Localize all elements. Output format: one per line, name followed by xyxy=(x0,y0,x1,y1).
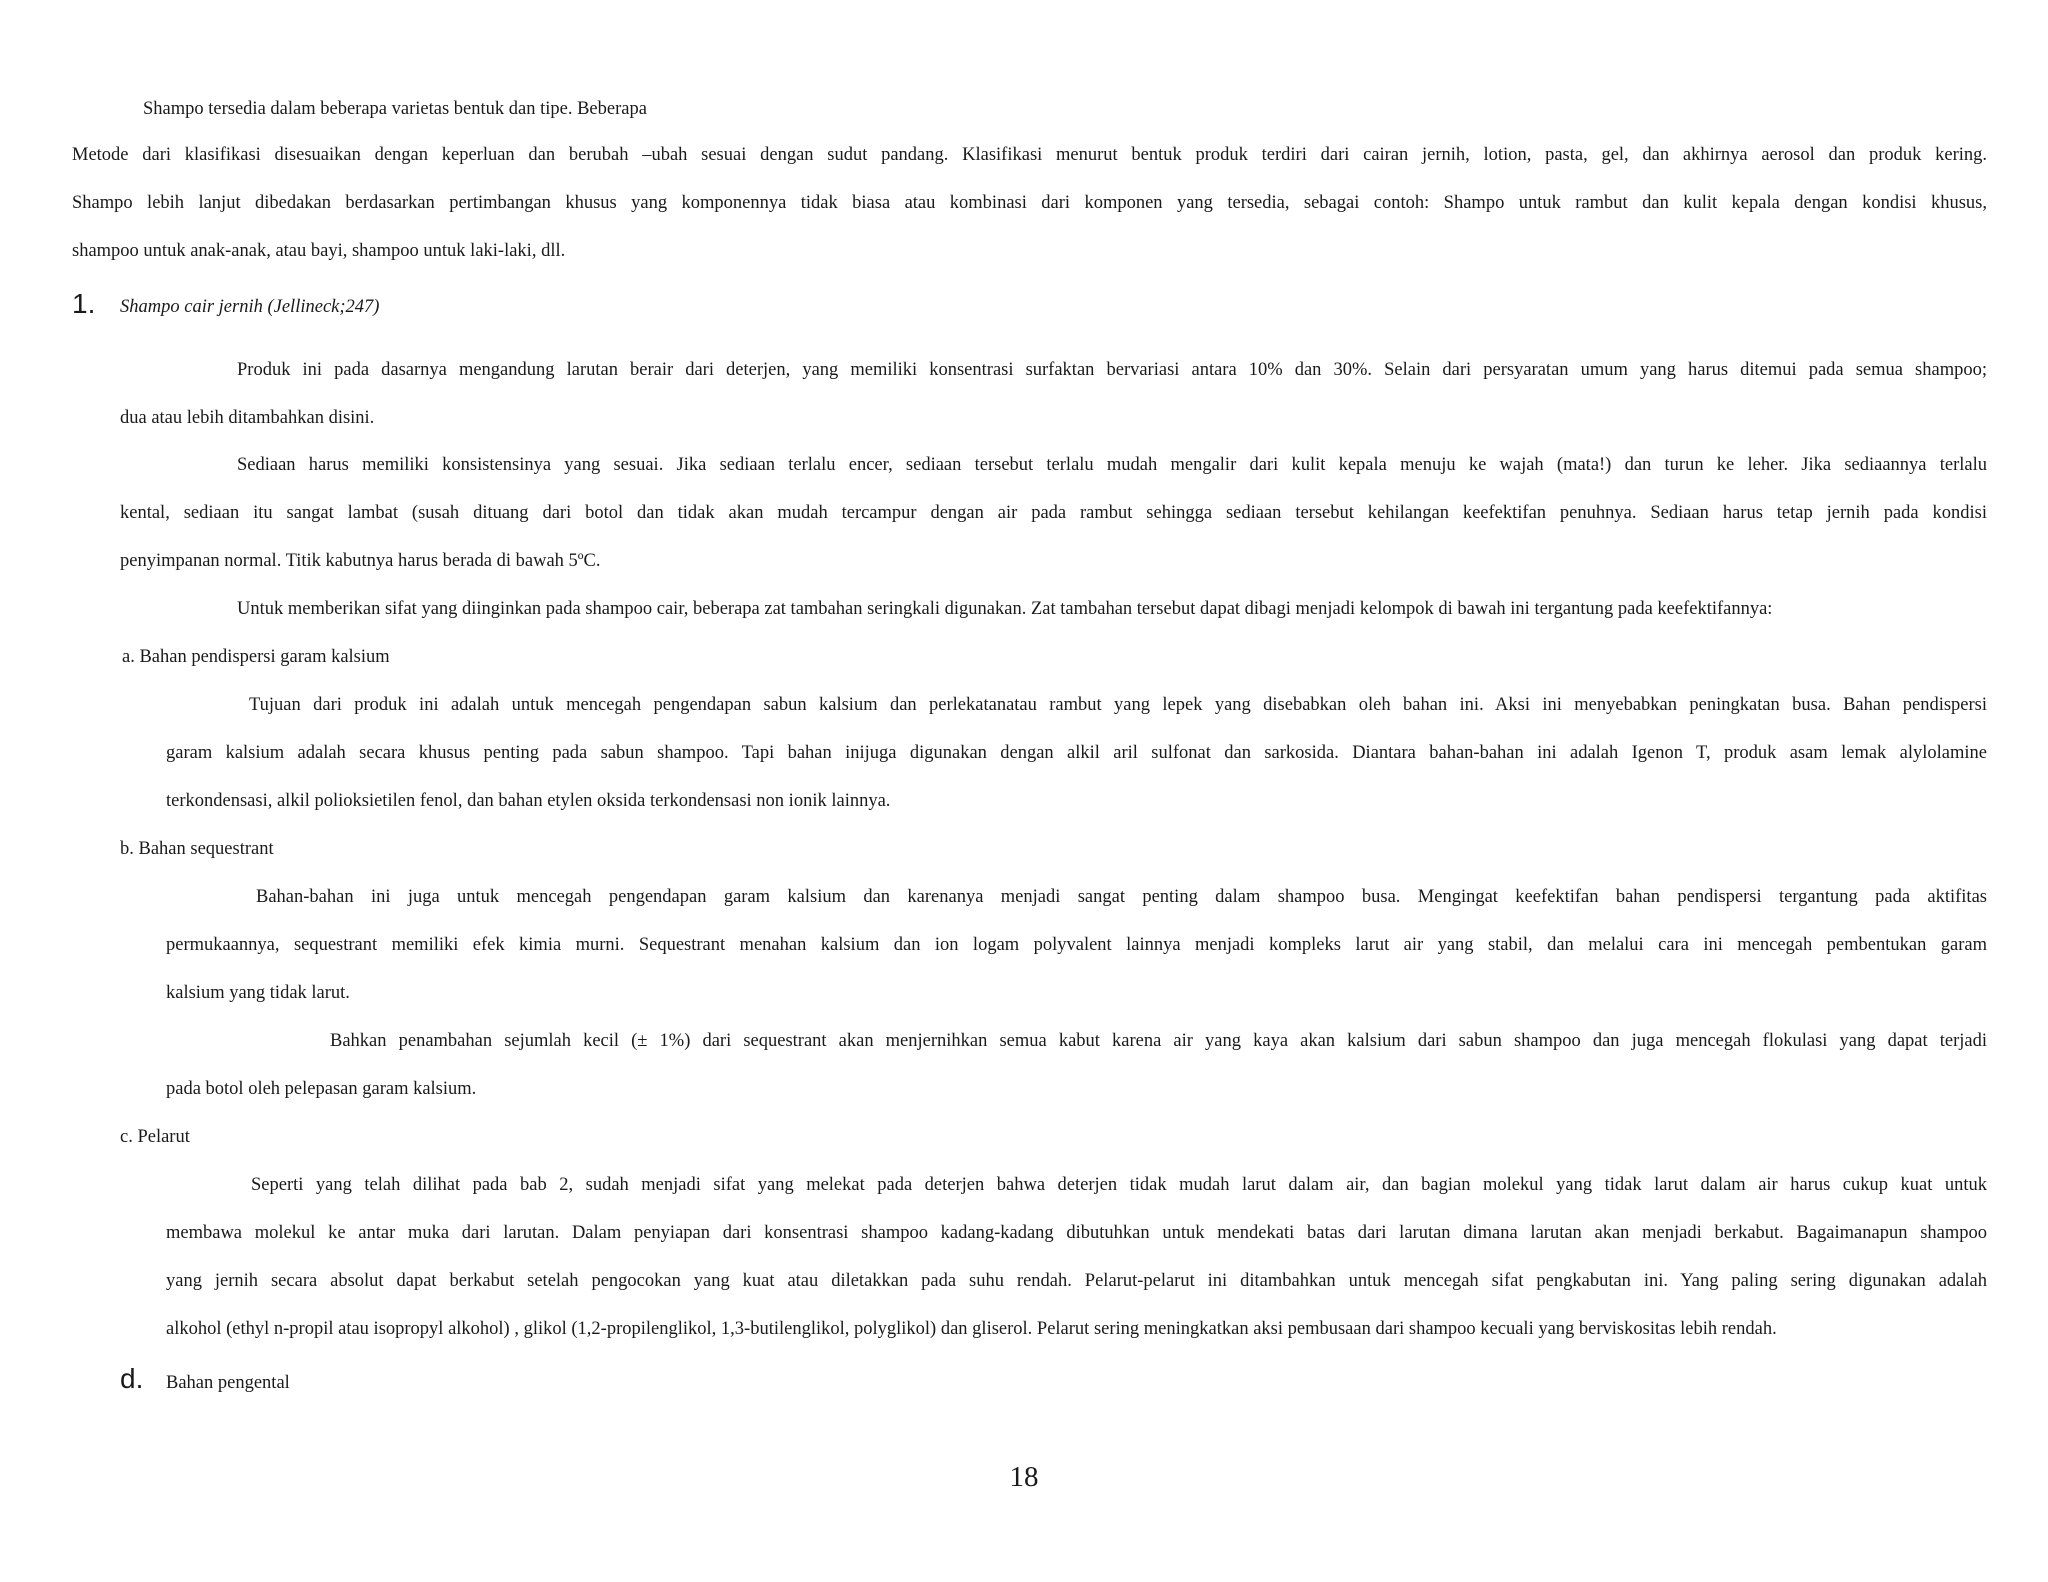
item-c-line-1: Seperti yang telah dilihat pada bab 2, sudah menjadi sifat yang melekat pada deterjen bahwa deterjen tidak mudah larut dalam air, dan bagian molekul yang tidak larut dalam air harus cukup kuat untuk xyxy=(251,1175,1987,1195)
item-b-line-5: pada botol oleh pelepasan garam kalsium. xyxy=(166,1079,477,1099)
section-1-p2-line-3: penyimpanan normal. Titik kabutnya harus berada di bawah 5ºC. xyxy=(120,551,601,571)
page-number: 18 xyxy=(1009,1461,1039,1493)
section-1-p1-line-2: dua atau lebih ditambahkan disini. xyxy=(120,408,375,428)
item-d-heading: Bahan pengental xyxy=(166,1373,290,1393)
section-1-p1-line-1: Produk ini pada dasarnya mengandung larutan berair dari deterjen, yang memiliki konsentrasi surfaktan bervariasi antara 10% dan 30%. Selain dari persyaratan umum yang harus ditemui pada semua shampoo; xyxy=(237,360,1987,380)
item-b-line-4: Bahkan penambahan sejumlah kecil (± 1%) dari sequestrant akan menjernihkan semua kabut karena air yang kaya akan kalsium dari sabun shampoo dan juga mencegah flokulasi yang dapat terjadi xyxy=(330,1031,1987,1051)
intro-line-3: Shampo lebih lanjut dibedakan berdasarkan pertimbangan khusus yang komponennya tidak biasa atau kombinasi dari komponen yang tersedia, sebagai contoh: Shampo untuk rambut dan kulit kepala dengan kondisi khusus, xyxy=(72,193,1987,213)
item-a-line-2: garam kalsium adalah secara khusus penting pada sabun shampoo. Tapi bahan inijuga digunakan dengan alkil aril sulfonat dan sarkosida. Diantara bahan-bahan ini adalah Igenon T, produk asam lemak alylolamine xyxy=(166,743,1987,763)
item-c-heading: c. Pelarut xyxy=(120,1127,190,1147)
item-b-line-3: kalsium yang tidak larut. xyxy=(166,983,350,1003)
item-b-heading: b. Bahan sequestrant xyxy=(120,839,274,859)
item-b-line-1: Bahan-bahan ini juga untuk mencegah pengendapan garam kalsium dan karenanya menjadi sangat penting dalam shampoo busa. Mengingat keefektifan bahan pendispersi tergantung pada aktifitas xyxy=(256,887,1987,907)
item-d-letter: d. xyxy=(120,1363,144,1394)
intro-line-1: Shampo tersedia dalam beberapa varietas bentuk dan tipe. Beberapa xyxy=(143,99,647,119)
item-b-line-2: permukaannya, sequestrant memiliki efek kimia murni. Sequestrant menahan kalsium dan ion logam polyvalent lainnya menjadi kompleks larut air yang stabil, dan melalui cara ini mencegah pembentukan garam xyxy=(166,935,1987,955)
section-1-title: Shampo cair jernih (Jellineck;247) xyxy=(120,297,380,317)
intro-line-2: Metode dari klasifikasi disesuaikan dengan keperluan dan berubah –ubah sesuai dengan sudut pandang. Klasifikasi menurut bentuk produk terdiri dari cairan jernih, lotion, pasta, gel, dan akhirnya aerosol dan produk kering. xyxy=(72,145,1987,165)
item-c-line-2: membawa molekul ke antar muka dari larutan. Dalam penyiapan dari konsentrasi shampoo kadang-kadang dibutuhkan untuk mendekati batas dari larutan dimana larutan akan menjadi berkabut. Bagaimanapun shampoo xyxy=(166,1223,1987,1243)
intro-line-4: shampoo untuk anak-anak, atau bayi, shampoo untuk laki-laki, dll. xyxy=(72,241,566,261)
section-1-number: 1. xyxy=(72,288,96,319)
section-1-p2-line-1: Sediaan harus memiliki konsistensinya yang sesuai. Jika sediaan terlalu encer, sediaan tersebut terlalu mudah mengalir dari kulit kepala menuju ke wajah (mata!) dan turun ke leher. Jika sediaannya terlalu xyxy=(237,455,1987,475)
item-a-heading: a. Bahan pendispersi garam kalsium xyxy=(122,647,390,667)
item-a-line-3: terkondensasi, alkil polioksietilen fenol, dan bahan etylen oksida terkondensasi non ionik lainnya. xyxy=(166,791,891,811)
section-1-p3-line-1: Untuk memberikan sifat yang diinginkan pada shampoo cair, beberapa zat tambahan seringkali digunakan. Zat tambahan tersebut dapat dibagi menjadi kelompok di bawah ini tergantung pada keefektifannya: xyxy=(237,599,1773,619)
item-a-line-1: Tujuan dari produk ini adalah untuk mencegah pengendapan sabun kalsium dan perlekatanatau rambut yang lepek yang disebabkan oleh bahan ini. Aksi ini menyebabkan peningkatan busa. Bahan pendispersi xyxy=(249,695,1987,715)
item-c-line-3: yang jernih secara absolut dapat berkabut setelah pengocokan yang kuat atau diletakkan pada suhu rendah. Pelarut-pelarut ini ditambahkan untuk mencegah sifat pengkabutan ini. Yang paling sering digunakan adalah xyxy=(166,1271,1987,1291)
section-1-p2-line-2: kental, sediaan itu sangat lambat (susah dituang dari botol dan tidak akan mudah tercampur dengan air pada rambut sehingga sediaan tersebut kehilangan keefektifan penuhnya. Sediaan harus tetap jernih pada kondisi xyxy=(120,503,1987,523)
item-c-line-4: alkohol (ethyl n-propil atau isopropyl alkohol) , glikol (1,2-propilenglikol, 1,3-butilenglikol, polyglikol) dan gliserol. Pelarut sering meningkatkan aksi pembusaan dari shampoo kecuali yang berviskositas lebih rendah. xyxy=(166,1319,1777,1339)
